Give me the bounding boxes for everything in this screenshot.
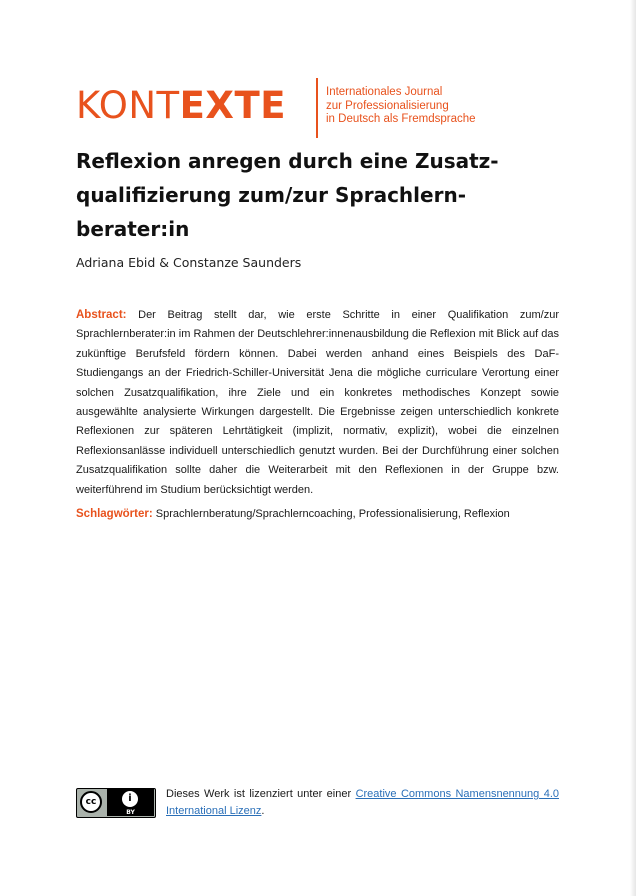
title-line: berater:in <box>76 217 190 241</box>
journal-line: zur Professionalisierung <box>326 99 449 112</box>
title-line: qualifizierung zum/zur Sprachlern- <box>76 183 466 207</box>
journal-subtitle <box>326 86 526 127</box>
cc-by-badge[interactable] <box>76 788 156 818</box>
logo-divider <box>316 78 318 138</box>
abstract-text: Der Beitrag stellt dar, wie erste Schritte in einer Qualifikation zum/zur Sprachlernberater:in im Rahmen der Deutschlehrer:innenausbildung die Reflexion mit Blick auf das zukünftige Berufsfeld fördern können. Dabei werden anhand eines Beispiels des DaF-Studiengangs an der Friedrich-Schiller-Universität Jena die mögliche curriculare Verortung einer solchen Zusatzqualifikation, ihre Ziele und ein konkretes methodisches Konzept sowie ausgewählte analysierte Wirkungen dargestellt. Die Ergebnisse zeigen unterschiedlich konkrete Reflexionen zur späteren Lehrtätigkeit (implizit, normativ, explizit), wobei die einzelnen Reflexionsanlässe individuell unterschiedlich genutzt wurden. Bei der Durchführung einer solchen Zusatzqualifikation sollte daher die Weiterarbeit mit den Reflexionen in der Gruppe bzw. weiterführend im Studium berücksichtigt werden. <box>76 309 559 496</box>
attribution-icon: i <box>122 791 138 807</box>
license-link[interactable]: Creative Commons Namensnennung 4.0 International Lizenz <box>166 788 559 817</box>
keywords <box>76 506 559 522</box>
article-title <box>76 144 516 246</box>
logo-part-exte: EXTE <box>179 84 286 127</box>
article-authors: Adriana Ebid & Constanze Saunders <box>76 255 302 270</box>
license-text-before: Dieses Werk ist lizenziert unter einer <box>166 788 356 800</box>
journal-line: Internationales Journal <box>326 86 443 98</box>
keywords-text: Sprachlernberatung/Sprachlerncoaching, Professionalisierung, Reflexion <box>155 508 510 520</box>
logo-part-kont: KONT <box>76 84 180 127</box>
abstract <box>76 306 559 500</box>
cc-icon: cc <box>80 791 102 813</box>
journal-line: in Deutsch als Fremdsprache <box>326 113 476 125</box>
page-edge <box>630 0 636 896</box>
license-text-after: . <box>261 805 265 817</box>
license-section <box>76 786 559 826</box>
title-line: Reflexion anregen durch eine Zusatz- <box>76 149 499 173</box>
keywords-label: Schlagwörter: <box>76 508 153 520</box>
kontexte-logo[interactable] <box>76 84 286 128</box>
by-strip <box>107 789 154 816</box>
abstract-label: Abstract: <box>76 309 127 321</box>
license-text <box>166 786 559 820</box>
by-label: BY <box>126 809 135 816</box>
